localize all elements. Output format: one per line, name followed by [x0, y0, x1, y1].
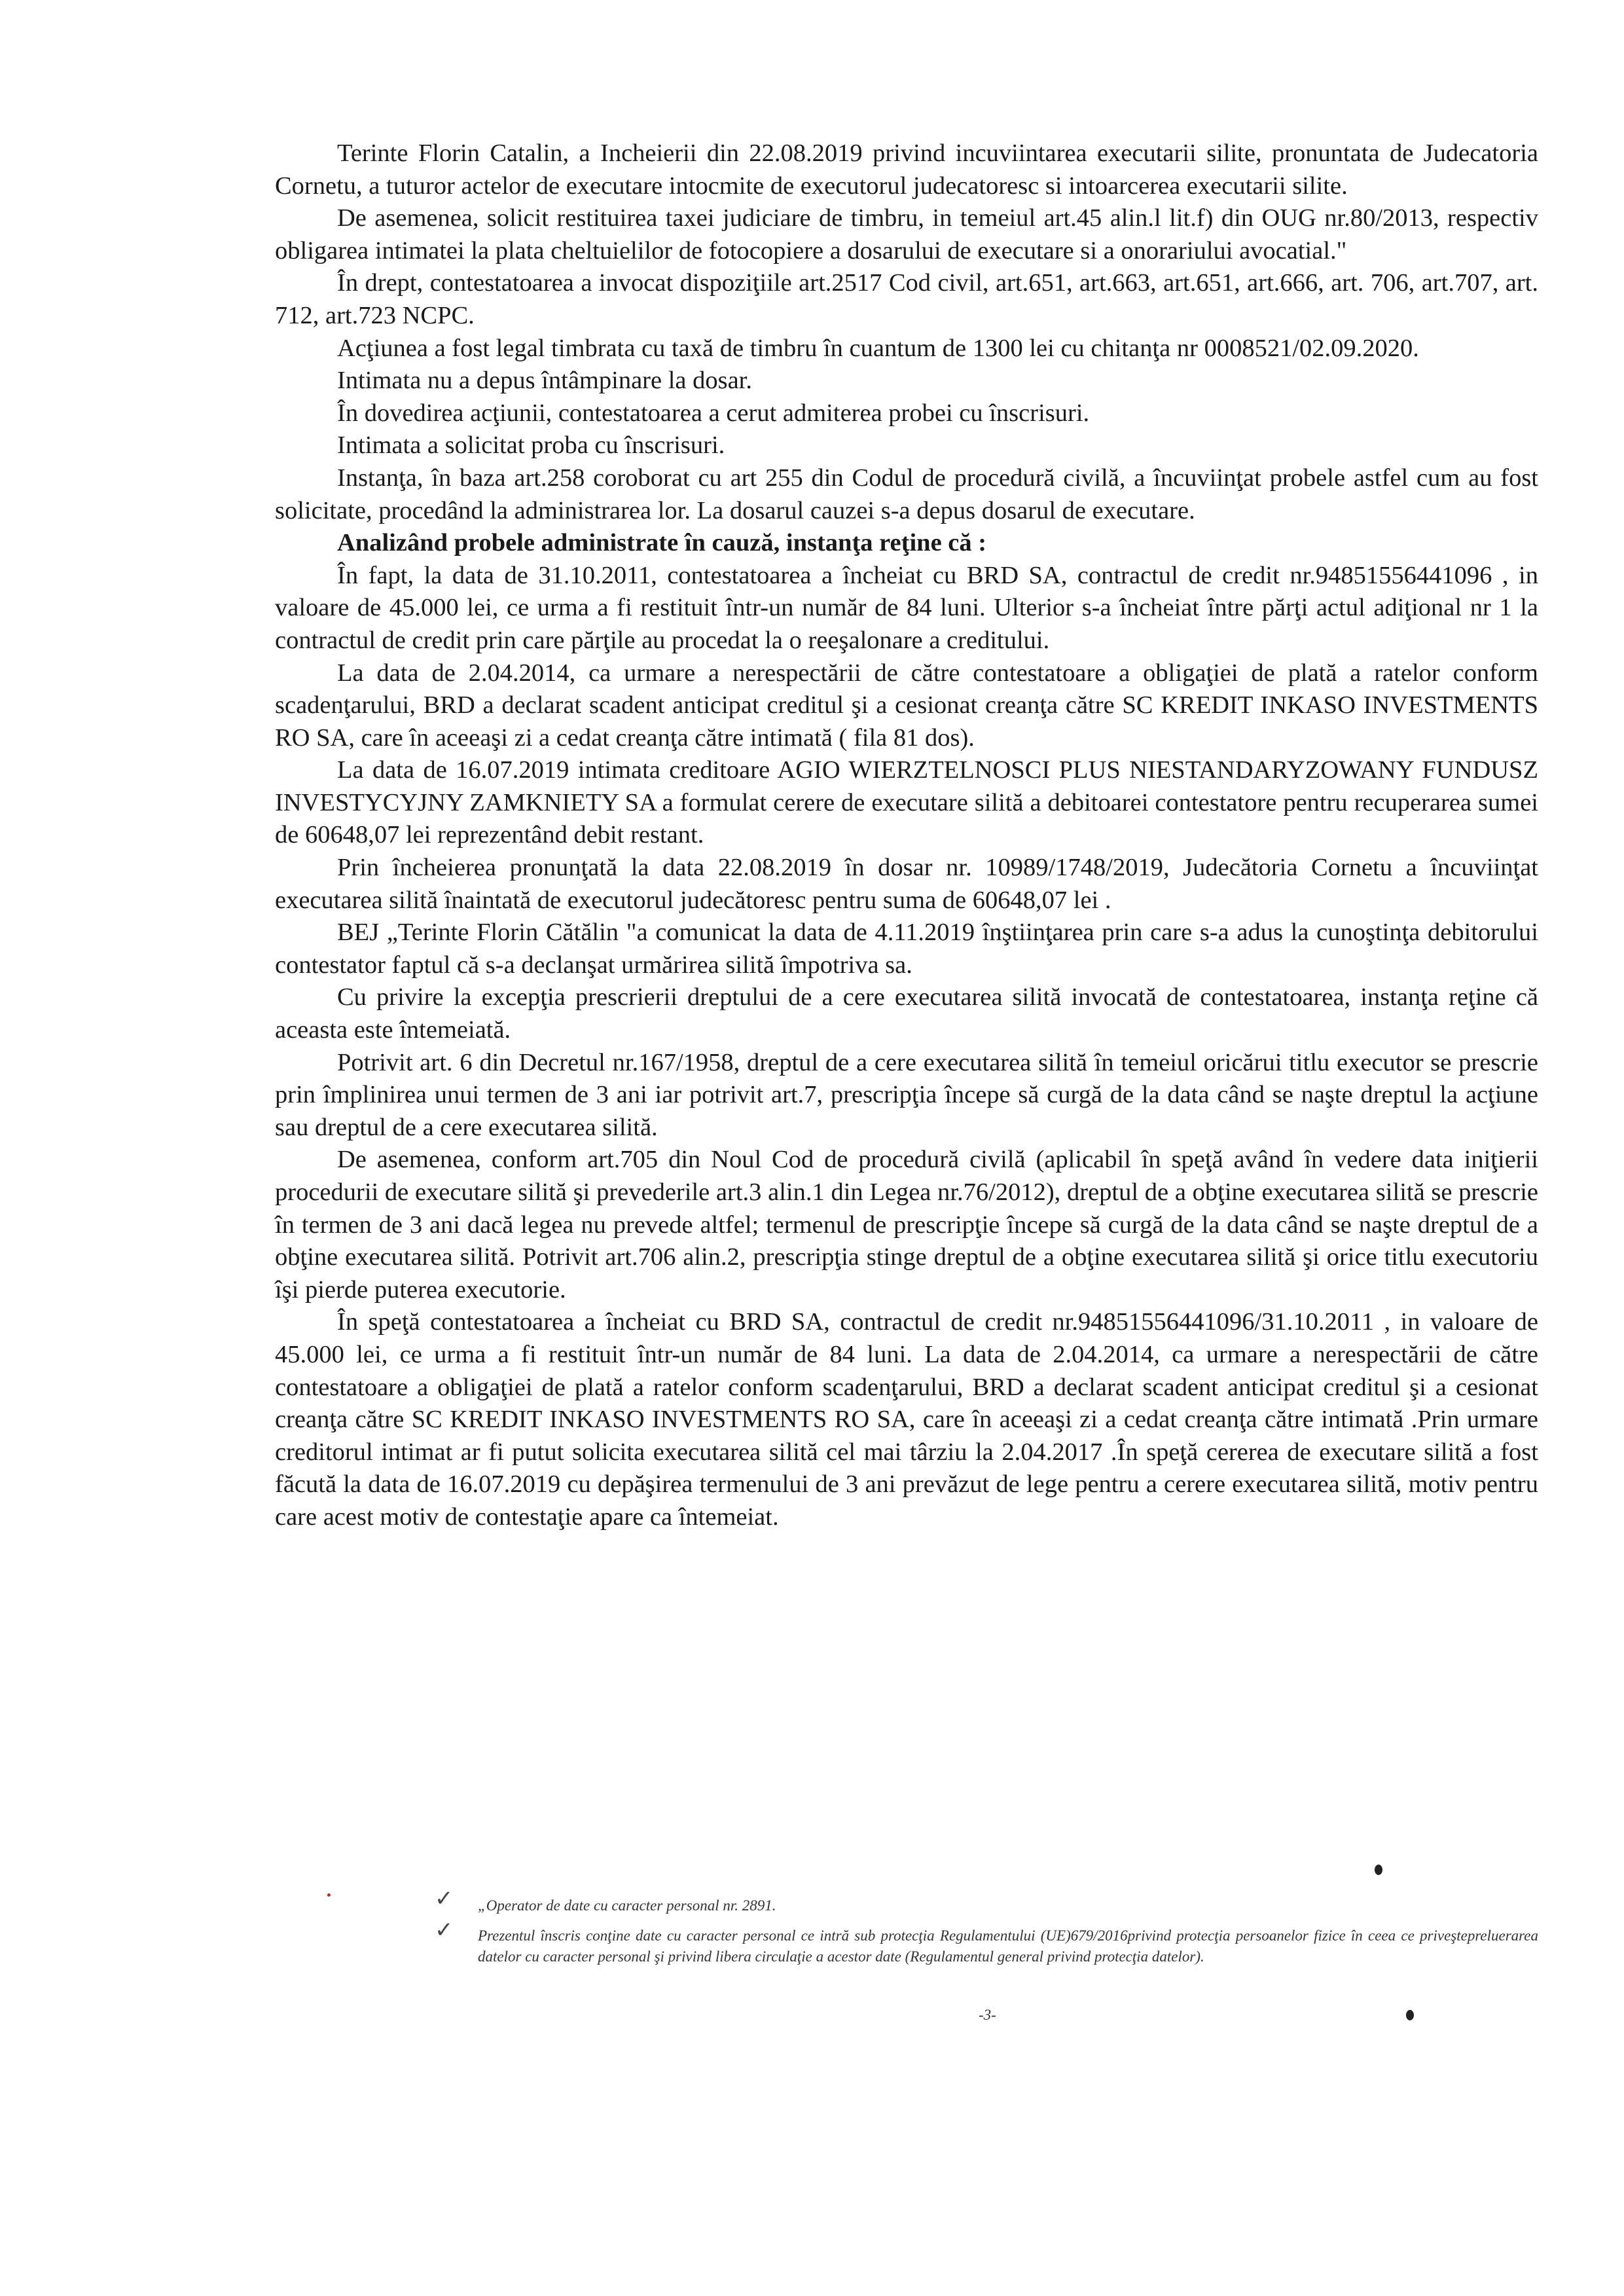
paragraph-10: În fapt, la data de 31.10.2011, contestatoarea a încheiat cu BRD SA, contractul de credit nr.94851556441096 , in valoare de 45.000 lei, ce urma a fi restituit într-un număr de 84 luni. Ulterior s-a încheiat între părţi actul adiţional nr 1 la contractul de credit prin care părţile au procedat la o reeşalonare a creditului. — [275, 561, 1538, 654]
paragraph-6: În dovedirea acţiunii, contestatoarea a cerut admiterea probei cu înscrisuri. — [337, 399, 1090, 427]
paragraph-17: De asemenea, conform art.705 din Noul Cod de procedură civilă (aplicabil în speţă având în vedere data iniţierii procedurii de executare silită şi prevederile art.3 alin.1 din Legea nr.76/2012), dreptul de a obţine executarea silită se prescrie în termen de 3 ani dacă legea nu prevede altfel; termenul de prescripţie începe să curgă de la data când se naşte dreptul de a obţine executarea silită. Potrivit art.706 alin.2, prescripţia stinge dreptul de a obţine executarea silită şi orice titlu executoriu îşi pierde puterea executorie. — [275, 1146, 1538, 1303]
paragraph-18: În speţă contestatoarea a încheiat cu BRD SA, contractul de credit nr.94851556441096/31.10.2011 , in valoare de 45.000 lei, ce urma a fi restituit într-un număr de 84 luni. La data de 2.04.2014, ca urmare a nerespectării de către contestatoare a obligaţiei de plată a ratelor conform scadenţarului, BRD a declarat scadent anticipat creditul şi a cesionat creanţa către SC KREDIT INKASO INVESTMENTS RO SA, care în aceeaşi zi a cedat creanţa către intimată .Prin urmare creditorul intimat ar fi putut solicita executarea silită cel mai târziu la 2.04.2017 .În speţă cererea de executare silită a fost făcută la data de 16.07.2019 cu depăşirea termenului de 3 ani prevăzut de lege pentru a cerere executarea silită, motiv pentru care acest motiv de contestaţie apare ca întemeiat. — [275, 1308, 1538, 1531]
footer-note — [478, 1895, 1538, 1967]
paragraph-3: În drept, contestatoarea a invocat dispoziţiile art.2517 Cod civil, art.651, art.663, art.651, art.666, art. 706, art.707, art. 712, art.723 NCPC. — [275, 269, 1538, 329]
ink-mark — [1406, 2010, 1414, 2020]
paragraph-11: La data de 2.04.2014, ca urmare a nerespectării de către contestatoare a obligaţiei de plată a ratelor conform scadenţarului, BRD a declarat scadent anticipat creditul şi a cesionat creanţa către SC KREDIT INKASO INVESTMENTS RO SA, care în aceeaşi zi a cedat creanţa către intimată ( fila 81 dos). — [275, 659, 1538, 752]
paragraph-13: Prin încheierea pronunţată la data 22.08.2019 în dosar nr. 10989/1748/2019, Judecătoria Cornetu a încuviinţat executarea silită înaintată de executorul judecătoresc pentru suma de 60648,07 lei . — [275, 854, 1538, 914]
paragraph-7: Intimata a solicitat proba cu înscrisuri. — [337, 431, 725, 460]
checkmark-icon: ✓ — [435, 1918, 454, 1942]
paragraph-14: BEJ „Terinte Florin Cătălin "a comunicat la data de 4.11.2019 înştiinţarea prin care s-a adus la cunoştinţa debitorului contestator faptul că s-a declanşat urmărirea silită împotriva sa. — [275, 919, 1538, 979]
paragraph-16: Potrivit art. 6 din Decretul nr.167/1958, dreptul de a cere executarea silită în temeiul oricărui titlu executor se prescrie prin împlinirea unui termen de 3 ani iar potrivit art.7, prescripţia începe să curgă de la data când se naşte dreptul la acţiune sau dreptul de a cere executarea silită. — [275, 1048, 1538, 1141]
ink-mark — [1375, 1865, 1382, 1875]
paragraph-2: De asemenea, solicit restituirea taxei judiciare de timbru, in temeiul art.45 alin.l lit.f) din OUG nr.80/2013, respectiv obligarea intimatei la plata cheltuielilor de fotocopiere a dosarului de executare si a onorariului avocatial." — [275, 204, 1538, 264]
section-heading: Analizând probele administrate în cauză, instanţa reţine că : — [337, 529, 987, 557]
operator-note: „Operator de date cu caracter personal nr. 2891. — [478, 1897, 776, 1914]
page-number: -3- — [979, 2007, 996, 2023]
paragraph-15: Cu privire la excepţia prescrierii dreptului de a cere executarea silită invocată de contestatoarea, instanţa reţine că aceasta este întemeiată. — [275, 983, 1538, 1044]
ink-mark — [327, 1893, 331, 1897]
body-text — [275, 137, 1538, 1534]
paragraph-8: Instanţa, în baza art.258 coroborat cu art 255 din Codul de procedură civilă, a încuviinţat probele astfel cum au fost solicitate, procedând la administrarea lor. La dosarul cauzei s-a depus dosarul de executare. — [275, 464, 1538, 524]
checkmark-icon: ✓ — [435, 1887, 454, 1911]
paragraph-1: Terinte Florin Catalin, a Incheierii din 22.08.2019 privind incuviintarea executarii silite, pronuntata de Judecatoria Cornetu, a tuturor actelor de executare intocmite de executorul judecatoresc si intoarcerea executarii silite. — [275, 139, 1538, 200]
paragraph-12: La data de 16.07.2019 intimata creditoare AGIO WIERZTELNOSCI PLUS NIESTANDARYZOWANY FUNDUSZ INVESTYCYJNY ZAMKNIETY SA a formulat cerere de executare silită a debitoarei contestatore pentru recuperarea sumei de 60648,07 lei reprezentând debit restant. — [275, 756, 1538, 849]
privacy-notice: Prezentul înscris conţine date cu caracter personal ce intră sub protecţia Regulamentului (UE)679/2016privind protecţia persoanelor fizice în ceea ce priveştepreluerarea datelor cu caracter personal şi privind libera circulaţie a acestor date (Regulamentul general privind protecţia datelor). — [478, 1927, 1538, 1965]
paragraph-4: Acţiunea a fost legal timbrata cu taxă de timbru în cuantum de 1300 lei cu chitanţa nr 0008521/02.09.2020. — [337, 334, 1419, 362]
paragraph-5: Intimata nu a depus întâmpinare la dosar. — [337, 367, 752, 395]
